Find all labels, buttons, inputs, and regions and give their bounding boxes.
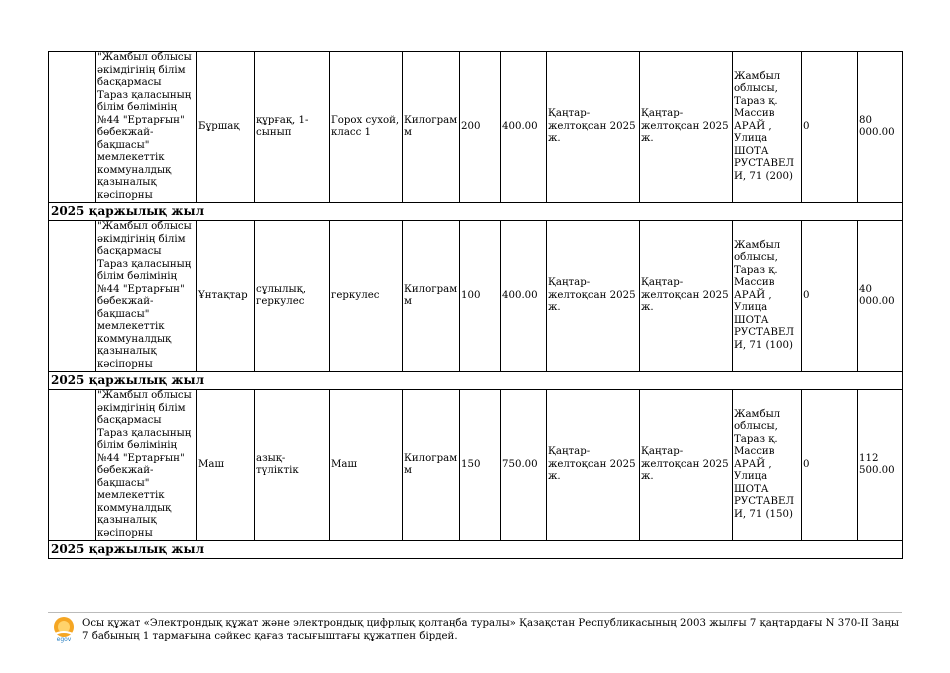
characteristic-ru-cell: геркулес [330, 221, 403, 372]
total-cell: 80 000.00 [858, 52, 903, 203]
table-row [49, 52, 903, 203]
period-start-cell: Қаңтар-желтоқсан 2025 ж. [547, 52, 640, 203]
characteristic-cell: құрғақ, 1-сынып [255, 52, 330, 203]
price-cell: 400.00 [501, 52, 547, 203]
advance-cell: 0 [802, 52, 858, 203]
quantity-cell: 100 [460, 221, 501, 372]
quantity-cell: 200 [460, 52, 501, 203]
row-number-cell [49, 52, 96, 203]
period-end-cell: Қаңтар-желтоқсан 2025 ж. [640, 390, 733, 541]
unit-cell: Килограмм [403, 221, 460, 372]
address-cell: Жамбыл облысы, Тараз қ. Массив АРАЙ , Улица ШОТА РУСТАВЕЛИ, 71 (100) [733, 221, 802, 372]
footer-divider [48, 612, 902, 613]
period-end-cell: Қаңтар-желтоқсан 2025 ж. [640, 52, 733, 203]
fiscal-year-label: 2025 қаржылық жыл [49, 203, 903, 221]
unit-cell: Килограмм [403, 390, 460, 541]
item-name-cell: Маш [197, 390, 255, 541]
total-cell: 40 000.00 [858, 221, 903, 372]
characteristic-ru-cell: Маш [330, 390, 403, 541]
fiscal-year-row [49, 203, 903, 221]
characteristic-cell: сұлылық, геркулес [255, 221, 330, 372]
period-start-cell: Қаңтар-желтоқсан 2025 ж. [547, 390, 640, 541]
address-cell: Жамбыл облысы, Тараз қ. Массив АРАЙ , Улица ШОТА РУСТАВЕЛИ, 71 (150) [733, 390, 802, 541]
total-cell: 112 500.00 [858, 390, 903, 541]
item-name-cell: Бұршақ [197, 52, 255, 203]
period-end-cell: Қаңтар-желтоқсан 2025 ж. [640, 221, 733, 372]
svg-text:egov: egov [56, 636, 72, 643]
price-cell: 400.00 [501, 221, 547, 372]
advance-cell: 0 [802, 390, 858, 541]
address-cell: Жамбыл облысы, Тараз қ. Массив АРАЙ , Улица ШОТА РУСТАВЕЛИ, 71 (200) [733, 52, 802, 203]
fiscal-year-label: 2025 қаржылық жыл [49, 372, 903, 390]
customer-cell: "Жамбыл облысы әкімдігінің білім басқармасы Тараз қаласының білім бөлімінің №44 "Ертарғын" бөбекжай-бақшасы" мемлекеттік коммуналдық қазыналық кәсіпорны [96, 390, 197, 541]
characteristic-cell: азық-түліктік [255, 390, 330, 541]
fiscal-year-row [49, 372, 903, 390]
period-start-cell: Қаңтар-желтоқсан 2025 ж. [547, 221, 640, 372]
quantity-cell: 150 [460, 390, 501, 541]
egov-logo-icon [50, 615, 78, 643]
customer-cell: "Жамбыл облысы әкімдігінің білім басқармасы Тараз қаласының білім бөлімінің №44 "Ертарғын" бөбекжай-бақшасы" мемлекеттік коммуналдық қазыналық кәсіпорны [96, 52, 197, 203]
characteristic-ru-cell: Горох сухой, класс 1 [330, 52, 403, 203]
advance-cell: 0 [802, 221, 858, 372]
fiscal-year-row [49, 541, 903, 559]
item-name-cell: Ұнтақтар [197, 221, 255, 372]
row-number-cell [49, 390, 96, 541]
row-number-cell [49, 221, 96, 372]
table-row [49, 221, 903, 372]
table-row [49, 390, 903, 541]
price-cell: 750.00 [501, 390, 547, 541]
fiscal-year-label: 2025 қаржылық жыл [49, 541, 903, 559]
customer-cell: "Жамбыл облысы әкімдігінің білім басқармасы Тараз қаласының білім бөлімінің №44 "Ертарғын" бөбекжай-бақшасы" мемлекеттік коммуналдық қазыналық кәсіпорны [96, 221, 197, 372]
unit-cell: Килограмм [403, 52, 460, 203]
procurement-table [48, 51, 903, 559]
footer-notice: Осы құжат «Электрондық құжат және электрондық цифрлық қолтаңба туралы» Қазақстан Республикасының 2003 жылғы 7 қаңтардағы N 370-II Заңы 7 бабының 1 тармағына сәйкес қағаз тасығыштағы құжатпен бірдей. [82, 618, 899, 642]
